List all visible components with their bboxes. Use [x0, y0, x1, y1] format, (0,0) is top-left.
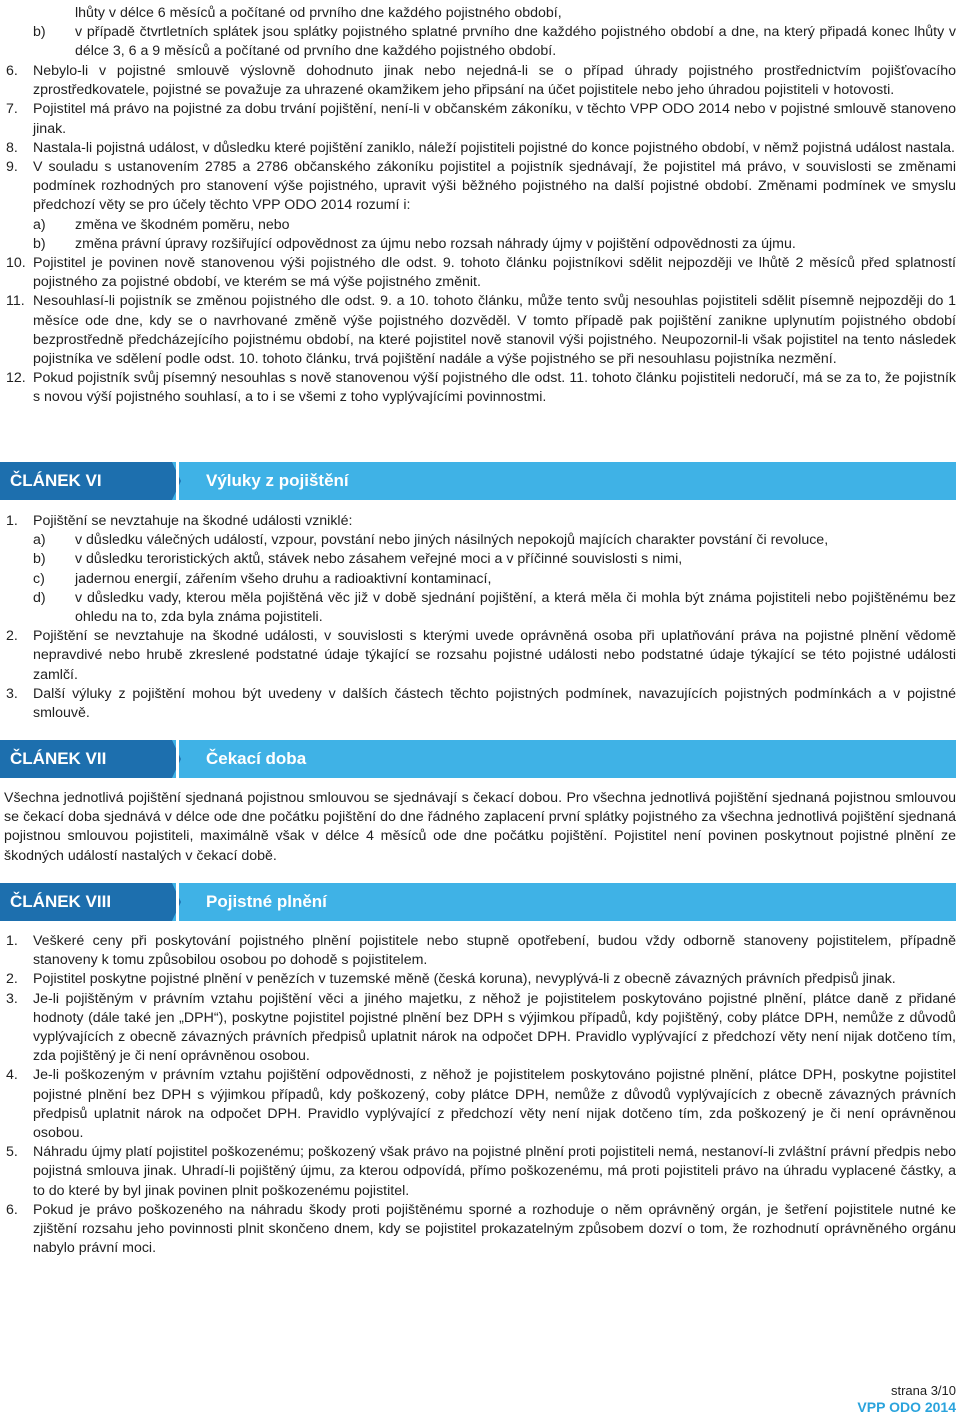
list-item	[6, 1066, 956, 1143]
item-number: 10.	[6, 255, 26, 272]
list-item	[6, 627, 956, 685]
item-number: 3.	[6, 685, 18, 702]
list-item	[6, 932, 956, 970]
item-text: Pojištění se nevztahuje na škodné události, v souvislosti s kterými uvede oprávněná osoba při uplatňování práva na pojistné plnění vědomě nepravdivé nebo hrubě zkreslené podstatné údaje týkající se rozsahu pojistné události nebo podstatné údaje týkající se této pojistné události zamlčí.	[33, 628, 956, 683]
item-number: 2.	[6, 971, 18, 988]
sub-text: v důsledku válečných událostí, vzpour, povstání nebo jiných násilných nepokojů majících charakter povstání či revoluce,	[75, 532, 829, 549]
item-text: Veškeré ceny při poskytování pojistného plnění pojistitele nebo stupně opotřebení, budou vždy odborně stanoveny pojistitelem, případně stanoveny k tomu způsobilou osobou po dohodě s pojistitelem.	[33, 933, 956, 969]
item-number: 1.	[6, 933, 18, 949]
article-title: Výluky z pojištění	[206, 471, 349, 490]
item-number: 12.	[6, 370, 26, 387]
list-item	[6, 139, 956, 158]
sub-marker: c)	[33, 570, 45, 587]
article-title: Čekací doba	[206, 749, 307, 768]
list-item	[6, 100, 956, 138]
sub-item	[6, 550, 956, 569]
sub-marker: d)	[33, 589, 46, 606]
article-v-items	[6, 62, 956, 408]
sub-marker: b)	[33, 235, 46, 252]
item-number: 8.	[6, 139, 18, 156]
sub-marker: a)	[33, 216, 46, 233]
sub-text: v důsledku teroristických aktů, stávek nebo zásahem veřejné moci a v příčinné souvislosti s nimi,	[75, 551, 683, 568]
item-number: 2.	[6, 628, 18, 645]
article-number: ČLÁNEK VI	[10, 471, 102, 490]
item-text: Pokud pojistník svůj písemný nesouhlas s nově stanovenou výší pojistného dle odst. 11. tohoto článku pojistiteli nedoručí, má se za to, že pojistník s novou výší pojistného souhlasí, a to i se všemi z toho vyplývajícími povinnostmi.	[33, 370, 956, 406]
item-number: 1.	[6, 513, 18, 529]
item-text: Nastala-li pojistná událost, v důsledku které pojištění zaniklo, náleží pojistiteli pojistné do konce pojistného období, v němž pojistná událost nastala.	[33, 139, 955, 156]
item-text: Nebylo-li v pojistné smlouvě výslovně dohodnuto jinak nebo nejedná-li se o případ úhrady pojistného prostřednictvím pojišťovacího zprostředkovatele, pojistné se považuje za uhrazené okamžikem jeho připsání na účet pojistitele nebo jeho úhradou pojistiteli v hotovosti.	[33, 63, 956, 99]
sub-item	[6, 216, 956, 235]
item-number: 4.	[6, 1067, 18, 1084]
item-marker: b)	[33, 24, 46, 40]
item-text: Pojistitel poskytne pojistné plnění v penězích v tuzemské měně (česká koruna), nevyplývá-li z obecně závazných právních předpisů jinak.	[33, 971, 896, 988]
list-item	[6, 512, 956, 531]
sub-text: v důsledku vady, kterou měla pojištěná věc již v době sjednání pojištění, a která měla či mohla být známa pojistiteli nebo pojištěnému bez ohledu na to, zda byla známa pojistiteli.	[75, 589, 956, 626]
item-text: Další výluky z pojištění mohou být uvedeny v dalších částech těchto pojistných podmínek, navazujících pojistných podmínkách a v pojistné smlouvě.	[33, 685, 956, 722]
sub-text: změna ve škodném poměru, nebo	[75, 216, 290, 233]
list-item	[6, 970, 956, 989]
article-vi-heading	[0, 462, 956, 500]
item-text: Pojistitel má právo na pojistné za dobu trvání pojištění, není-li v občanském zákoníku, v těchto VPP ODO 2014 nebo v pojistné smlouvě stanoveno jinak.	[33, 101, 956, 137]
list-item	[6, 990, 956, 1067]
sub-item	[6, 570, 956, 589]
intro-item-b	[6, 23, 956, 61]
item-number: 6.	[6, 1201, 18, 1218]
list-item	[6, 158, 956, 216]
article-vii-text: Všechna jednotlivá pojištění sjednaná pojistnou smlouvou se sjednávají s čekací dobou. Pro všechna jednotlivá pojištění sjednaná pojistnou smlouvou se čekací doba sjednává v délce ode dne počátku pojištění do dne řádného zaplacení první splátky pojistného za všechna jednotlivá pojištění sjednaná pojistnou smlouvou pojistiteli, maximálně však v délce 4 měsíců ode dne počátku pojištění. Pojistitel není povinen poskytnout pojistné plnění ze škodných událostí nastalých v čekací době.	[4, 790, 956, 864]
article-title: Pojistné plnění	[206, 892, 327, 911]
document-brand: VPP ODO 2014	[857, 1399, 956, 1415]
item-text: Náhradu újmy platí pojistitel poškozenému; poškozený však právo na pojistné plnění proti pojistiteli nemá, nestanoví-li zvláštní právní předpis nebo pojistná smlouva jinak. Uhradí-li pojištěný újmu, za kterou odpovídá, přímo poškozenému, má proti pojistiteli právo na úhradu vyplacené částky, a to do které by byl jinak povinen plnit poškozenému pojistitel.	[33, 1144, 956, 1199]
sub-item	[6, 235, 956, 254]
sub-item	[6, 531, 956, 550]
item-text: Pokud je právo poškozeného na náhradu škody proti pojištěnému sporné a rozhoduje o něm oprávněný orgán, je šetření pojistitele nutné ke zjištění rozsahu jeho povinnosti plnit skončeno dnem, kdy se pojistitel prokazatelným způsobem dozví o tom, že rozhodnutí oprávněného orgánu nabylo právní moci.	[33, 1201, 956, 1257]
list-item	[6, 369, 956, 407]
item-number: 3.	[6, 990, 18, 1007]
item-text: V souladu s ustanovením 2785 a 2786 občanského zákoníku pojistitel a pojistník sjednávají, že pojistitel má právo, v souvislosti se změnami podmínek rozhodných pro stanovení výše pojistného, upravit výši běžného pojistného na další pojistné období. Změnami podmínek ve smyslu předchozí věty se pro účely těchto VPP ODO 2014 rozumí i:	[33, 159, 956, 214]
sub-marker: b)	[33, 551, 46, 568]
item-number: 6.	[6, 63, 18, 79]
article-viii-heading	[0, 883, 956, 921]
list-item	[6, 292, 956, 369]
item-text: Pojistitel je povinen nově stanovenou výši pojistného dle odst. 9. tohoto článku pojistníkovi sdělit nejpozději ve lhůtě 2 měsíců před splatností pojistného za pojistné období, ve kterém se má výše pojistného změnit.	[33, 255, 956, 291]
item-number: 7.	[6, 101, 18, 118]
item-number: 11.	[6, 293, 25, 310]
list-item	[6, 62, 956, 100]
list-item	[6, 1143, 956, 1201]
page-number: strana 3/10	[890, 1383, 956, 1398]
sub-text: změna právní úpravy rozšiřující odpovědnost za újmu nebo rozsah náhrady újmy v pojištění odpovědnosti za újmu.	[75, 235, 796, 252]
item-text: Nesouhlasí-li pojistník se změnou pojistného dle odst. 9. a 10. tohoto článku, může tento svůj nesouhlas pojistiteli sdělit písemně nejpozději do 1 měsíce ode dne, kdy se o navrhované změně výše pojistného dozvěděl. V tomto případě pak pojištění zanikne uplynutím pojistného období bezprostředně předcházejícího pojistnému období, na které pojistitel nově stanovil výši pojistného. Neupozornil-li však pojistitel na tento následek pojistníka ve sdělení podle odst. 10. tohoto článku, trvá pojištění nadále a výše pojistného se při nesouhlasu pojistníka nezmění.	[33, 293, 956, 368]
sub-item	[6, 589, 956, 627]
item-number: 5.	[6, 1144, 18, 1161]
item-text: Je-li pojištěným v právním vztahu pojištění věci a jiného majetku, z něhož je pojistitelem poskytováno pojistné plnění, plátce daně z přidané hodnoty (dále také jen „DPH“), poskytne pojistitel pojistné plnění bez DPH s výjimkou případů, kdy pojištěný, coby plátce DPH, nemůže z důvodů vyplývajících z obecně závazných právních předpisů uplatnit nárok na odpočet DPH. Pravidlo vyplývající z předchozí věty není nijak dotčeno tím, zda pojištěný je či není oprávněnou osobou.	[33, 990, 956, 1065]
intro-line: lhůty v délce 6 měsíců a počítané od prvního dne každého pojistného období,	[75, 5, 562, 21]
list-item	[6, 685, 956, 723]
item-text: v případě čtvrtletních splátek jsou splátky pojistného splatné prvního dne každého pojistného období a dne, na který připadá konec lhůty v délce 3, 6 a 9 měsíců a počítané od prvního dne každého pojistného období.	[75, 24, 956, 60]
article-number: ČLÁNEK VIII	[10, 892, 112, 911]
sub-marker: a)	[33, 532, 46, 549]
list-item	[6, 254, 956, 292]
article-vi-body	[6, 512, 956, 723]
article-vii-heading	[0, 740, 956, 778]
item-number: 9.	[6, 159, 18, 176]
item-text: Je-li poškozeným v právním vztahu pojištění odpovědnosti, z něhož je pojistitelem poskytováno pojistné plnění, plátce DPH, poskytne pojistitel pojistné plnění bez DPH s výjimkou případů, kdy poškozený, coby plátce DPH, nemůže z důvodů vyplývajících z obecně závazných právních předpisů uplatnit nárok na odpočet DPH. Pravidlo vyplývající z předchozí věty není nijak dotčeno tím, zda poškozený je či není oprávněnou osobou.	[33, 1067, 956, 1142]
item-text: Pojištění se nevztahuje na škodné události vzniklé:	[33, 513, 353, 529]
article-number: ČLÁNEK VII	[10, 749, 107, 768]
list-item	[6, 1201, 956, 1259]
sub-text: jadernou energií, zářením všeho druhu a radioaktivní kontaminací,	[75, 570, 492, 587]
article-viii-body	[6, 932, 956, 1258]
